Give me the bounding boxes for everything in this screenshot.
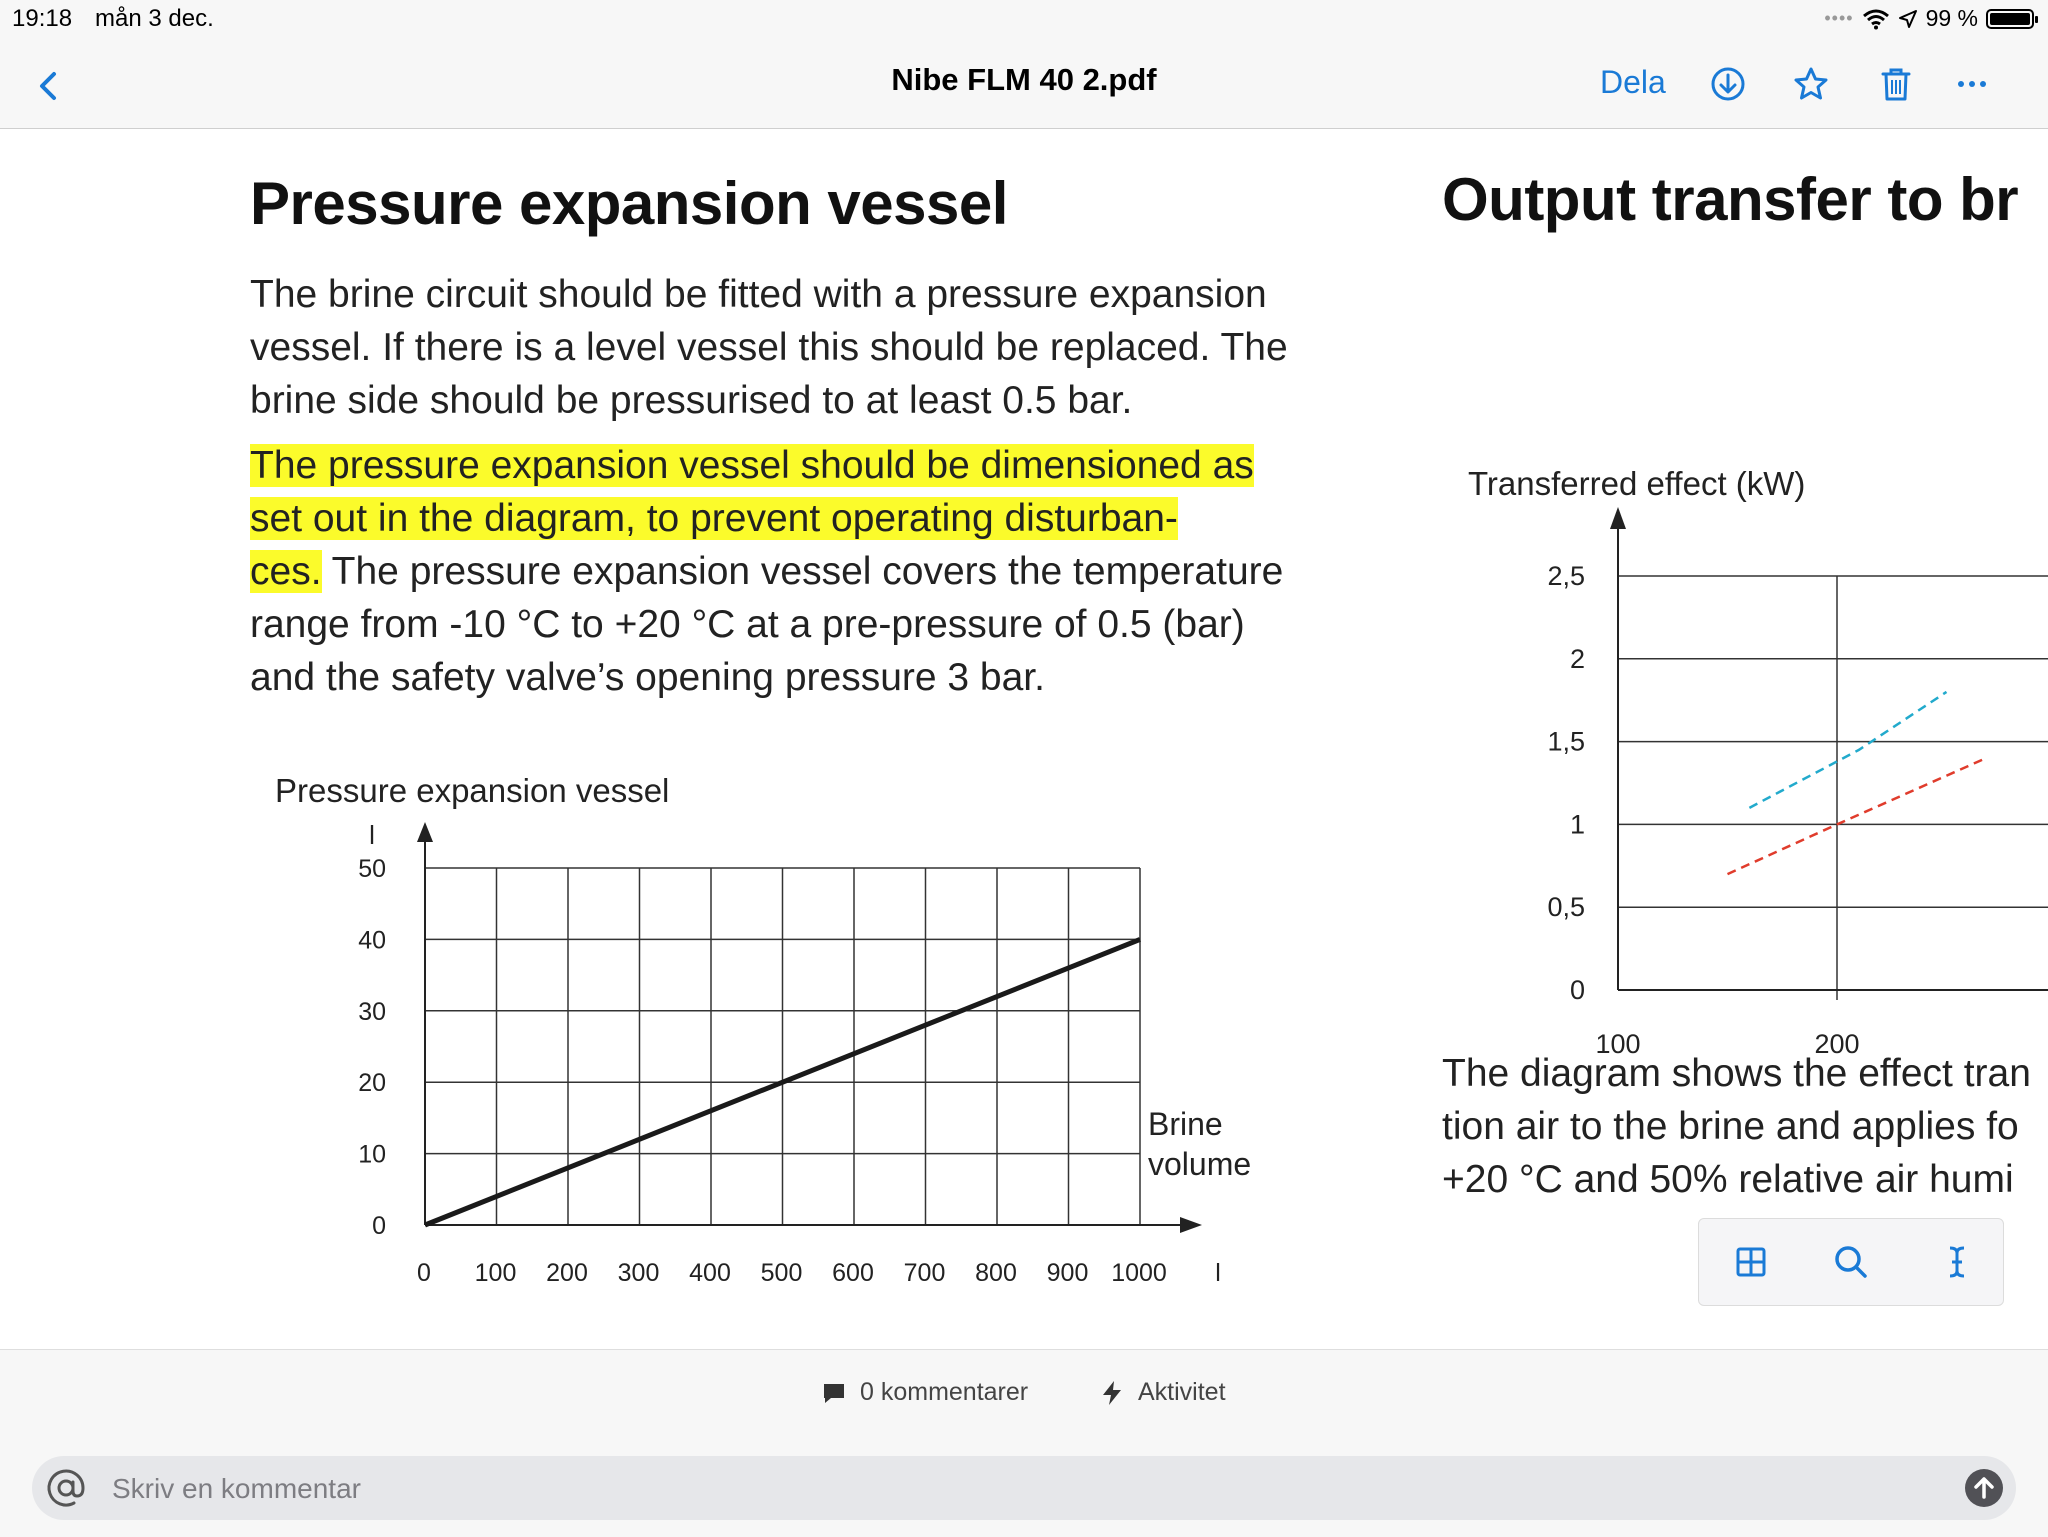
comment-input[interactable] [110, 1456, 1914, 1522]
pdf-viewer[interactable] [0, 129, 2048, 1349]
share-button[interactable]: Dela [1600, 64, 1666, 100]
paragraph-right [1442, 1047, 2031, 1206]
activity-label: Aktivitet [1138, 1378, 1226, 1406]
chart-y-label: Transferred effect (kW) [1468, 465, 1806, 502]
trash-icon[interactable] [1876, 64, 1916, 104]
x-tick-label: 200 [1814, 1029, 1860, 1059]
text-line: vessel. If there is a level vessel this should be replaced. The [250, 326, 1288, 369]
paragraph-highlighted [250, 439, 1283, 704]
y-axis-unit: l [369, 820, 375, 850]
search-icon[interactable] [1829, 1240, 1873, 1284]
x-tick-label: 0 [417, 1259, 431, 1287]
text-line: The pressure expansion vessel covers the temperature [321, 550, 1284, 593]
status-indicators [1824, 5, 2034, 32]
y-axis-arrow [1610, 507, 1626, 529]
chart-title: Pressure expansion vessel [275, 772, 670, 809]
x-axis-note: Brine [1148, 1106, 1223, 1142]
x-tick-label: 100 [474, 1259, 517, 1287]
text-cursor-icon[interactable] [1935, 1240, 1979, 1284]
x-tick-label: 200 [546, 1259, 588, 1287]
y-tick-label: 1,5 [1547, 726, 1585, 757]
status-date: mån 3 dec. [95, 5, 214, 32]
nav-bar [0, 40, 2048, 129]
battery-percent: 99 % [1925, 5, 1978, 31]
text-line: brine side should be pressurised to at least 0.5 bar. [250, 379, 1133, 422]
output-transfer-chart [1440, 289, 2048, 1109]
x-tick-label: 300 [617, 1259, 660, 1287]
location-icon [1898, 9, 1918, 29]
more-icon[interactable] [1952, 64, 1992, 104]
at-mention-icon[interactable] [44, 1466, 88, 1510]
page-heading-left: Pressure expansion vessel [250, 170, 1008, 237]
lightning-icon [1100, 1380, 1124, 1406]
comment-box [32, 1456, 2016, 1520]
x-axis-unit: l [1215, 1259, 1221, 1287]
y-tick-label: 10 [358, 1140, 386, 1169]
signal-dots-icon: •••• [1824, 8, 1854, 28]
y-tick-label: 30 [358, 997, 386, 1026]
x-tick-label: 400 [689, 1259, 731, 1287]
comments-count: 0 kommentarer [860, 1378, 1029, 1406]
battery-icon [1986, 9, 2034, 29]
y-axis-arrow [417, 822, 433, 842]
pressure-vessel-chart [240, 729, 1290, 1349]
highlighted-text[interactable]: The pressure expansion vessel should be dimensioned as [250, 444, 1254, 487]
page-heading-right: Output transfer to br [1442, 166, 2019, 233]
text-line: tion air to the brine and applies fo [1442, 1105, 2019, 1148]
y-tick-label: 20 [358, 1069, 386, 1098]
data-series-line [1749, 692, 1946, 808]
document-title: Nibe FLM 40 2.pdf [891, 62, 1157, 97]
x-axis-arrow [1180, 1217, 1202, 1233]
data-series-line [1728, 758, 1986, 874]
highlighted-text[interactable]: ces. [250, 550, 322, 593]
grid-icon[interactable] [1729, 1240, 1773, 1284]
x-tick-label: 1000 [1111, 1259, 1167, 1287]
y-tick-label: 40 [358, 926, 386, 955]
send-arrow-icon[interactable] [1964, 1468, 2004, 1508]
x-tick-label: 900 [1046, 1259, 1089, 1287]
text-line: The diagram shows the effect tran [1442, 1052, 2031, 1095]
y-tick-label: 2 [1569, 643, 1585, 674]
pdf-tools-toolbar [1698, 1218, 2004, 1306]
comments-tab[interactable] [822, 1378, 1028, 1407]
y-tick-label: 0 [1569, 975, 1585, 1005]
x-tick-label: 600 [832, 1259, 874, 1287]
x-tick-label: 100 [1595, 1029, 1641, 1059]
paragraph-intro [250, 268, 1288, 427]
x-tick-label: 800 [975, 1259, 1017, 1287]
comments-panel [0, 1349, 2048, 1537]
y-tick-label: 0 [372, 1212, 386, 1240]
highlighted-text[interactable]: set out in the diagram, to prevent operating disturban- [250, 497, 1178, 540]
y-tick-label: 2,5 [1547, 561, 1585, 591]
text-line: The brine circuit should be fitted with a pressure expansion [250, 273, 1267, 316]
x-tick-label: 700 [903, 1259, 946, 1287]
comment-icon [822, 1381, 846, 1405]
status-bar [0, 0, 2048, 40]
star-icon[interactable] [1791, 64, 1831, 104]
y-tick-label: 0,5 [1547, 892, 1585, 923]
text-line: range from -10 °C to +20 °C at a pre-pressure of 0.5 (bar) [250, 603, 1245, 646]
status-time: 19:18 [12, 5, 73, 32]
x-axis-note: volume [1148, 1146, 1252, 1182]
text-line: and the safety valve’s opening pressure 3 bar. [250, 656, 1045, 699]
wifi-icon [1862, 8, 1890, 30]
y-tick-label: 1 [1569, 809, 1585, 840]
y-tick-label: 50 [358, 855, 386, 883]
x-tick-label: 500 [760, 1259, 803, 1287]
activity-tab[interactable] [1100, 1378, 1226, 1407]
text-line: +20 °C and 50% relative air humi [1442, 1158, 2014, 1201]
download-icon[interactable] [1708, 64, 1748, 104]
